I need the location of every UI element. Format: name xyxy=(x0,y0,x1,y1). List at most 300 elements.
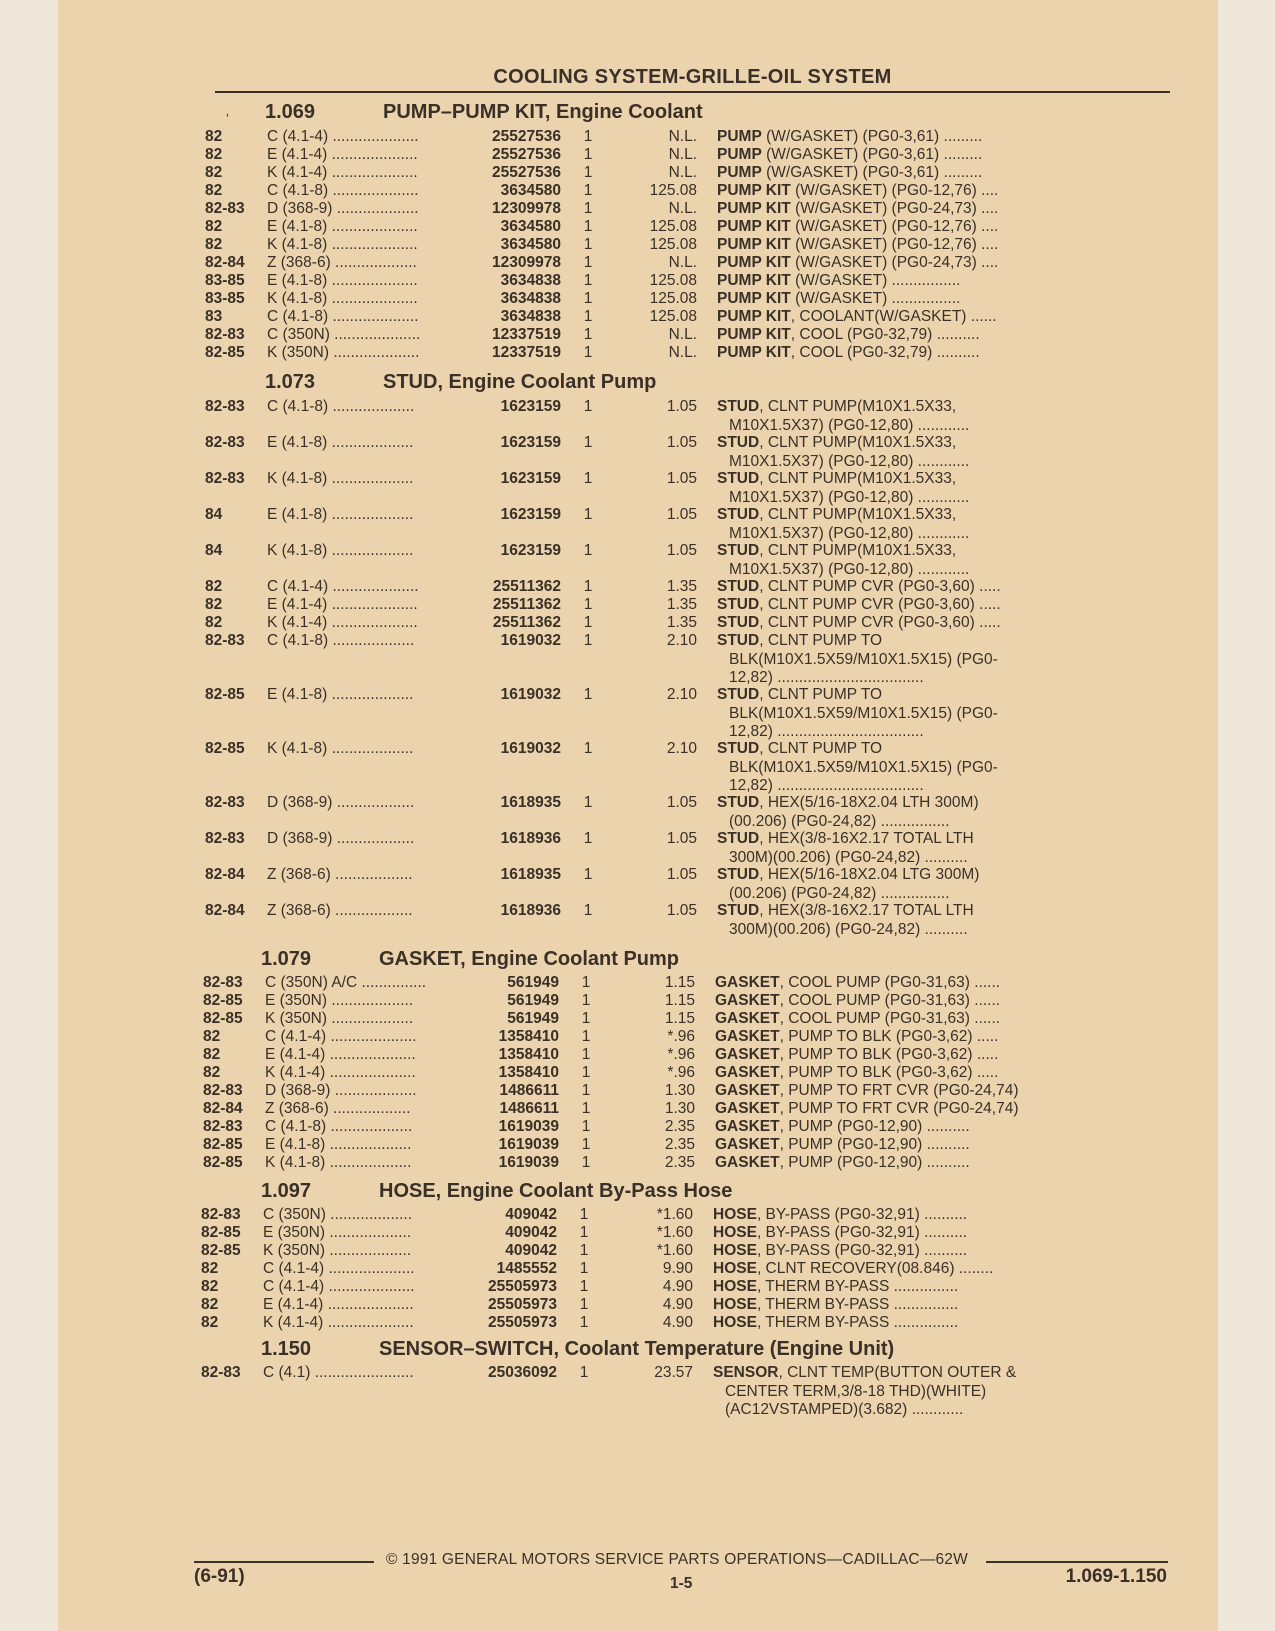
description-line xyxy=(715,1046,1070,1065)
part-keyword: PUMP xyxy=(717,146,762,163)
description-line xyxy=(713,1224,1068,1243)
part-number: 3634580 xyxy=(500,218,561,235)
description xyxy=(717,470,1072,507)
description xyxy=(717,542,1072,579)
section-title: SENSOR–SWITCH, Coolant Temperature (Engine Unit) xyxy=(379,1338,895,1360)
catalog-row xyxy=(205,254,1135,273)
description xyxy=(717,830,1072,867)
description-text: , PUMP TO BLK (PG0-3,62) ..... xyxy=(779,1028,999,1045)
section-heading xyxy=(265,371,965,397)
engine-code: C (4.1-4) .................... xyxy=(265,1028,417,1045)
price: 1.15 xyxy=(664,974,695,991)
model-years: 82 xyxy=(205,596,223,613)
description-line xyxy=(715,1064,1070,1083)
description-text: , COOL (PG0-32,79) .......... xyxy=(790,326,980,343)
section-number: 1.073 xyxy=(265,371,316,393)
description-line xyxy=(713,1242,1068,1261)
price: N.L. xyxy=(668,146,697,163)
description-line xyxy=(715,1136,1070,1155)
model-years: 82 xyxy=(201,1278,219,1295)
description-line xyxy=(717,200,1072,219)
price: 9.90 xyxy=(662,1260,693,1277)
part-number: 25527536 xyxy=(492,146,561,163)
footer-rule-right xyxy=(986,1561,1168,1563)
part-keyword: STUD xyxy=(717,578,760,595)
description xyxy=(713,1364,1068,1420)
description-text: , CLNT PUMP(M10X1.5X33, xyxy=(759,470,957,487)
description-text: (W/GASKET) (PG0-12,76) .... xyxy=(790,182,999,199)
price: N.L. xyxy=(668,344,697,361)
quantity: 1 xyxy=(583,344,593,361)
catalog-row xyxy=(203,1082,1133,1101)
description-text: 12,82) .................................. xyxy=(729,723,924,740)
model-years: 82-85 xyxy=(203,1154,243,1171)
model-years: 82 xyxy=(203,1046,221,1063)
part-number: 25505973 xyxy=(488,1314,557,1331)
section-number: 1.097 xyxy=(261,1180,312,1202)
margin-mark: ‘ xyxy=(226,110,230,126)
part-keyword: STUD xyxy=(717,434,760,451)
model-years: 82 xyxy=(205,218,223,235)
quantity: 1 xyxy=(583,614,593,631)
quantity: 1 xyxy=(581,974,591,991)
price: 125.08 xyxy=(649,308,697,325)
catalog-row xyxy=(205,218,1135,237)
catalog-row xyxy=(205,272,1135,291)
footer-rule-left xyxy=(194,1561,374,1563)
engine-code: C (4.1-8) ................... xyxy=(265,1118,413,1135)
price: N.L. xyxy=(668,200,697,217)
description xyxy=(717,632,1072,688)
engine-code: D (368-9) ................... xyxy=(265,1082,417,1099)
engine-code: K (350N) ................... xyxy=(263,1242,412,1259)
description-text: , PUMP TO FRT CVR (PG0-24,74) xyxy=(779,1100,1019,1117)
engine-code: K (350N) ................... xyxy=(265,1010,414,1027)
description-line xyxy=(717,525,1072,544)
revision-date: (6-91) xyxy=(194,1566,245,1587)
description-line xyxy=(713,1314,1068,1333)
description-text: M10X1.5X37) (PG0-12,80) ............ xyxy=(729,452,970,470)
part-keyword: PUMP KIT xyxy=(717,308,791,325)
model-years: 82-85 xyxy=(205,344,245,361)
description xyxy=(717,200,1072,219)
part-keyword: GASKET xyxy=(715,974,780,991)
catalog-row xyxy=(201,1260,1131,1279)
description xyxy=(717,740,1072,796)
description xyxy=(717,596,1072,615)
model-years: 82 xyxy=(205,236,223,253)
quantity: 1 xyxy=(581,1100,591,1117)
part-keyword: HOSE xyxy=(713,1296,757,1313)
part-keyword: GASKET xyxy=(715,1154,780,1171)
description-line xyxy=(717,723,1072,742)
model-years: 82-85 xyxy=(205,686,245,703)
description-text: , BY-PASS (PG0-32,91) .......... xyxy=(756,1224,968,1241)
description-text: , CLNT PUMP(M10X1.5X33, xyxy=(759,506,957,523)
part-number: 1619039 xyxy=(498,1154,559,1171)
model-years: 82 xyxy=(205,614,223,631)
description-line xyxy=(715,1028,1070,1047)
price: 2.10 xyxy=(666,632,697,649)
section-title: GASKET, Engine Coolant Pump xyxy=(379,948,680,970)
catalog-row xyxy=(205,632,1135,688)
catalog-row xyxy=(205,794,1135,831)
model-years: 84 xyxy=(205,506,223,523)
description-line xyxy=(717,164,1072,183)
description-text: , COOL PUMP (PG0-31,63) ...... xyxy=(779,1010,1001,1027)
price: *1.60 xyxy=(656,1206,693,1223)
description xyxy=(717,344,1072,363)
description-text: , HEX(5/16-18X2.04 LTH 300M) xyxy=(759,794,979,811)
model-years: 83-85 xyxy=(205,272,245,289)
description-line xyxy=(717,669,1072,688)
quantity: 1 xyxy=(581,1028,591,1045)
quantity: 1 xyxy=(581,1154,591,1171)
description-line xyxy=(717,632,1072,651)
engine-code: C (4.1-8) ................... xyxy=(267,398,415,415)
part-keyword: HOSE xyxy=(713,1206,757,1223)
description-line xyxy=(717,272,1072,291)
price: 1.35 xyxy=(666,596,697,613)
part-keyword: GASKET xyxy=(715,992,780,1009)
part-keyword: GASKET xyxy=(715,1118,780,1135)
price: 1.35 xyxy=(666,614,697,631)
engine-code: C (4.1-4) .................... xyxy=(263,1260,415,1277)
part-number: 1623159 xyxy=(500,434,561,451)
catalog-row xyxy=(205,866,1135,903)
description xyxy=(715,1046,1070,1065)
catalog-row xyxy=(205,398,1135,435)
description-line xyxy=(717,182,1072,201)
price: 2.10 xyxy=(666,740,697,757)
price: N.L. xyxy=(668,254,697,271)
description-text: 12,82) .................................. xyxy=(729,669,924,686)
catalog-row xyxy=(203,1154,1133,1173)
description-text: (W/GASKET) (PG0-3,61) ......... xyxy=(761,128,983,145)
model-years: 82 xyxy=(201,1260,219,1277)
price: N.L. xyxy=(668,326,697,343)
model-years: 82 xyxy=(203,1064,221,1081)
quantity: 1 xyxy=(581,1082,591,1099)
catalog-row xyxy=(205,164,1135,183)
description-line xyxy=(713,1278,1068,1297)
part-number: 25036092 xyxy=(488,1364,557,1381)
part-number: 1623159 xyxy=(500,470,561,487)
description xyxy=(717,434,1072,471)
description-line xyxy=(713,1296,1068,1315)
part-number: 12309978 xyxy=(492,254,561,271)
description-line xyxy=(717,344,1072,363)
engine-code: E (4.1-8) ................... xyxy=(267,434,414,451)
price: 125.08 xyxy=(649,290,697,307)
description xyxy=(717,398,1072,435)
description-text: , CLNT RECOVERY(08.846) ........ xyxy=(756,1260,994,1277)
part-keyword: STUD xyxy=(717,632,760,649)
description xyxy=(715,1028,1070,1047)
part-number: 561949 xyxy=(507,974,559,991)
quantity: 1 xyxy=(583,290,593,307)
engine-code: K (4.1-8) ................... xyxy=(267,470,414,487)
engine-code: Z (368-6) .................. xyxy=(267,866,413,883)
scan-margin-left xyxy=(0,0,58,1631)
part-keyword: STUD xyxy=(717,866,760,883)
engine-code: K (350N) .................... xyxy=(267,344,420,361)
catalog-row xyxy=(201,1314,1131,1333)
description-line xyxy=(717,398,1072,417)
description-text: BLK(M10X1.5X59/M10X1.5X15) (PG0- xyxy=(729,704,998,722)
description-line xyxy=(717,254,1072,273)
engine-code: E (350N) ................... xyxy=(263,1224,412,1241)
description xyxy=(717,794,1072,831)
part-number: 12309978 xyxy=(492,200,561,217)
part-number: 1358410 xyxy=(498,1064,559,1081)
engine-code: K (4.1-8) ................... xyxy=(265,1154,412,1171)
description-text: (W/GASKET) (PG0-24,73) .... xyxy=(790,254,999,271)
engine-code: E (350N) ................... xyxy=(265,992,414,1009)
part-number: 1619032 xyxy=(500,686,561,703)
engine-code: Z (368-6) .................. xyxy=(265,1100,411,1117)
model-years: 82-83 xyxy=(205,200,245,217)
description-line xyxy=(713,1206,1068,1225)
description-text: , COOLANT(W/GASKET) ...... xyxy=(790,308,997,325)
section-heading xyxy=(261,948,961,974)
price: 2.35 xyxy=(664,1118,695,1135)
part-keyword: GASKET xyxy=(715,1136,780,1153)
price: 1.15 xyxy=(664,992,695,1009)
engine-code: E (4.1-4) .................... xyxy=(265,1046,416,1063)
catalog-row xyxy=(203,1118,1133,1137)
model-years: 82-85 xyxy=(201,1224,241,1241)
description xyxy=(717,218,1072,237)
quantity: 1 xyxy=(583,236,593,253)
engine-code: C (350N) .................... xyxy=(267,326,421,343)
part-number: 12337519 xyxy=(492,326,561,343)
description-text: , CLNT PUMP(M10X1.5X33, xyxy=(759,398,957,415)
quantity: 1 xyxy=(583,578,593,595)
description-line xyxy=(713,1401,1068,1420)
engine-code: Z (368-6) .................. xyxy=(267,902,413,919)
model-years: 82-85 xyxy=(203,1010,243,1027)
description xyxy=(717,902,1072,939)
part-keyword: GASKET xyxy=(715,1046,780,1063)
price: 1.05 xyxy=(666,866,697,883)
quantity: 1 xyxy=(583,740,593,757)
catalog-row xyxy=(201,1278,1131,1297)
quantity: 1 xyxy=(579,1224,589,1241)
description-line xyxy=(717,596,1072,615)
quantity: 1 xyxy=(583,218,593,235)
description-text: , THERM BY-PASS ............... xyxy=(756,1278,959,1295)
part-number: 25505973 xyxy=(488,1278,557,1295)
description xyxy=(715,992,1070,1011)
description xyxy=(717,254,1072,273)
description-line xyxy=(713,1364,1068,1383)
engine-code: K (4.1-4) .................... xyxy=(267,164,418,181)
description-text: (00.206) (PG0-24,82) ................ xyxy=(729,812,950,830)
description-text: , BY-PASS (PG0-32,91) .......... xyxy=(756,1242,968,1259)
catalog-row xyxy=(201,1364,1131,1420)
model-years: 83 xyxy=(205,308,223,325)
engine-code: E (4.1-8) .................... xyxy=(267,272,418,289)
description-text: (W/GASKET) ................ xyxy=(790,290,961,307)
engine-code: K (4.1-4) .................... xyxy=(263,1314,414,1331)
model-years: 82-85 xyxy=(205,740,245,757)
part-keyword: HOSE xyxy=(713,1314,757,1331)
quantity: 1 xyxy=(583,596,593,613)
part-number: 3634838 xyxy=(500,308,561,325)
description-text: M10X1.5X37) (PG0-12,80) ............ xyxy=(729,524,970,542)
engine-code: C (4.1-4) .................... xyxy=(267,128,419,145)
price: 1.05 xyxy=(666,902,697,919)
model-years: 82-84 xyxy=(205,866,245,883)
part-keyword: STUD xyxy=(717,596,760,613)
description-line xyxy=(717,236,1072,255)
description-text: (W/GASKET) (PG0-12,76) .... xyxy=(790,218,999,235)
description xyxy=(715,1136,1070,1155)
description-text: BLK(M10X1.5X59/M10X1.5X15) (PG0- xyxy=(729,758,998,776)
description-text: (W/GASKET) ................ xyxy=(790,272,961,289)
description-text: (W/GASKET) (PG0-24,73) .... xyxy=(790,200,999,217)
engine-code: C (4.1-4) .................... xyxy=(263,1278,415,1295)
part-keyword: PUMP KIT xyxy=(717,236,791,253)
price: 1.05 xyxy=(666,830,697,847)
quantity: 1 xyxy=(579,1314,589,1331)
part-keyword: HOSE xyxy=(713,1224,757,1241)
model-years: 82-84 xyxy=(205,254,245,271)
catalog-row xyxy=(205,326,1135,345)
description xyxy=(717,326,1072,345)
catalog-row xyxy=(203,992,1133,1011)
description-text: , CLNT TEMP(BUTTON OUTER & xyxy=(778,1364,1017,1381)
description-line xyxy=(717,813,1072,832)
engine-code: C (4.1-8) ................... xyxy=(267,632,415,649)
part-keyword: PUMP KIT xyxy=(717,326,791,343)
description xyxy=(717,578,1072,597)
part-keyword: STUD xyxy=(717,830,760,847)
catalog-row xyxy=(205,542,1135,579)
price: 1.30 xyxy=(664,1082,695,1099)
description-text: (W/GASKET) (PG0-3,61) ......... xyxy=(761,146,983,163)
engine-code: C (4.1-4) .................... xyxy=(267,578,419,595)
catalog-row xyxy=(205,146,1135,165)
part-number: 3634580 xyxy=(500,236,561,253)
quantity: 1 xyxy=(581,1046,591,1063)
part-keyword: STUD xyxy=(717,794,760,811)
price: 2.35 xyxy=(664,1154,695,1171)
quantity: 1 xyxy=(583,542,593,559)
catalog-row xyxy=(205,830,1135,867)
part-number: 1619039 xyxy=(498,1136,559,1153)
part-keyword: STUD xyxy=(717,614,760,631)
description-text: , CLNT PUMP CVR (PG0-3,60) ..... xyxy=(759,578,1001,595)
catalog-row xyxy=(205,614,1135,633)
price: 1.05 xyxy=(666,434,697,451)
description-line xyxy=(717,453,1072,472)
catalog-row xyxy=(203,1010,1133,1029)
description-text: 300M)(00.206) (PG0-24,82) .......... xyxy=(729,920,968,938)
engine-code: C (350N) ................... xyxy=(263,1206,413,1223)
catalog-row xyxy=(205,902,1135,939)
catalog-row xyxy=(205,308,1135,327)
description-line xyxy=(717,885,1072,904)
description xyxy=(715,1100,1070,1119)
description-line xyxy=(717,308,1072,327)
description-text: , PUMP TO BLK (PG0-3,62) ..... xyxy=(779,1064,999,1081)
part-keyword: PUMP KIT xyxy=(717,182,791,199)
description xyxy=(713,1296,1068,1315)
quantity: 1 xyxy=(579,1242,589,1259)
quantity: 1 xyxy=(583,830,593,847)
price: 1.05 xyxy=(666,398,697,415)
quantity: 1 xyxy=(583,272,593,289)
price: *1.60 xyxy=(656,1224,693,1241)
part-number: 1619032 xyxy=(500,740,561,757)
catalog-row xyxy=(205,236,1135,255)
part-keyword: PUMP xyxy=(717,128,762,145)
copyright-line: © 1991 GENERAL MOTORS SERVICE PARTS OPERATIONS—CADILLAC—62W xyxy=(386,1551,968,1568)
part-number: 1618935 xyxy=(500,794,561,811)
description-line xyxy=(717,489,1072,508)
model-years: 82-84 xyxy=(205,902,245,919)
description-line xyxy=(717,146,1072,165)
catalog-row xyxy=(205,506,1135,543)
description xyxy=(717,866,1072,903)
description-line xyxy=(717,561,1072,580)
description-text: BLK(M10X1.5X59/M10X1.5X15) (PG0- xyxy=(729,650,998,668)
part-keyword: PUMP KIT xyxy=(717,344,791,361)
description-text: , PUMP (PG0-12,90) .......... xyxy=(779,1118,970,1135)
price: 1.35 xyxy=(666,578,697,595)
part-keyword: STUD xyxy=(717,398,760,415)
description-line xyxy=(715,1100,1070,1119)
description xyxy=(713,1260,1068,1279)
part-number: 1618936 xyxy=(500,902,561,919)
description xyxy=(717,272,1072,291)
model-years: 82-83 xyxy=(205,326,245,343)
quantity: 1 xyxy=(581,1010,591,1027)
price: 1.05 xyxy=(666,542,697,559)
model-years: 82-83 xyxy=(205,794,245,811)
description-line xyxy=(717,128,1072,147)
model-years: 82-85 xyxy=(203,1136,243,1153)
description-line xyxy=(715,1154,1070,1173)
section-heading xyxy=(261,1338,961,1364)
engine-code: D (368-9) .................. xyxy=(267,794,415,811)
catalog-row xyxy=(205,290,1135,309)
engine-code: Z (368-6) ................... xyxy=(267,254,417,271)
part-number: 1485552 xyxy=(496,1260,557,1277)
description-line xyxy=(717,290,1072,309)
part-keyword: PUMP KIT xyxy=(717,254,791,271)
quantity: 1 xyxy=(583,686,593,703)
catalog-row xyxy=(203,1100,1133,1119)
quantity: 1 xyxy=(583,470,593,487)
quantity: 1 xyxy=(583,632,593,649)
model-years: 82 xyxy=(201,1296,219,1313)
part-number: 25511362 xyxy=(492,578,561,595)
part-keyword: SENSOR xyxy=(713,1364,779,1381)
engine-code: K (4.1-8) ................... xyxy=(267,542,414,559)
part-number: 561949 xyxy=(507,1010,559,1027)
price: 4.90 xyxy=(662,1314,693,1331)
model-years: 82-83 xyxy=(201,1206,241,1223)
part-number: 25511362 xyxy=(492,596,561,613)
engine-code: C (4.1-8) .................... xyxy=(267,182,419,199)
price: 1.05 xyxy=(666,470,697,487)
catalog-row xyxy=(203,974,1133,993)
model-years: 82-85 xyxy=(203,992,243,1009)
part-keyword: PUMP KIT xyxy=(717,218,791,235)
